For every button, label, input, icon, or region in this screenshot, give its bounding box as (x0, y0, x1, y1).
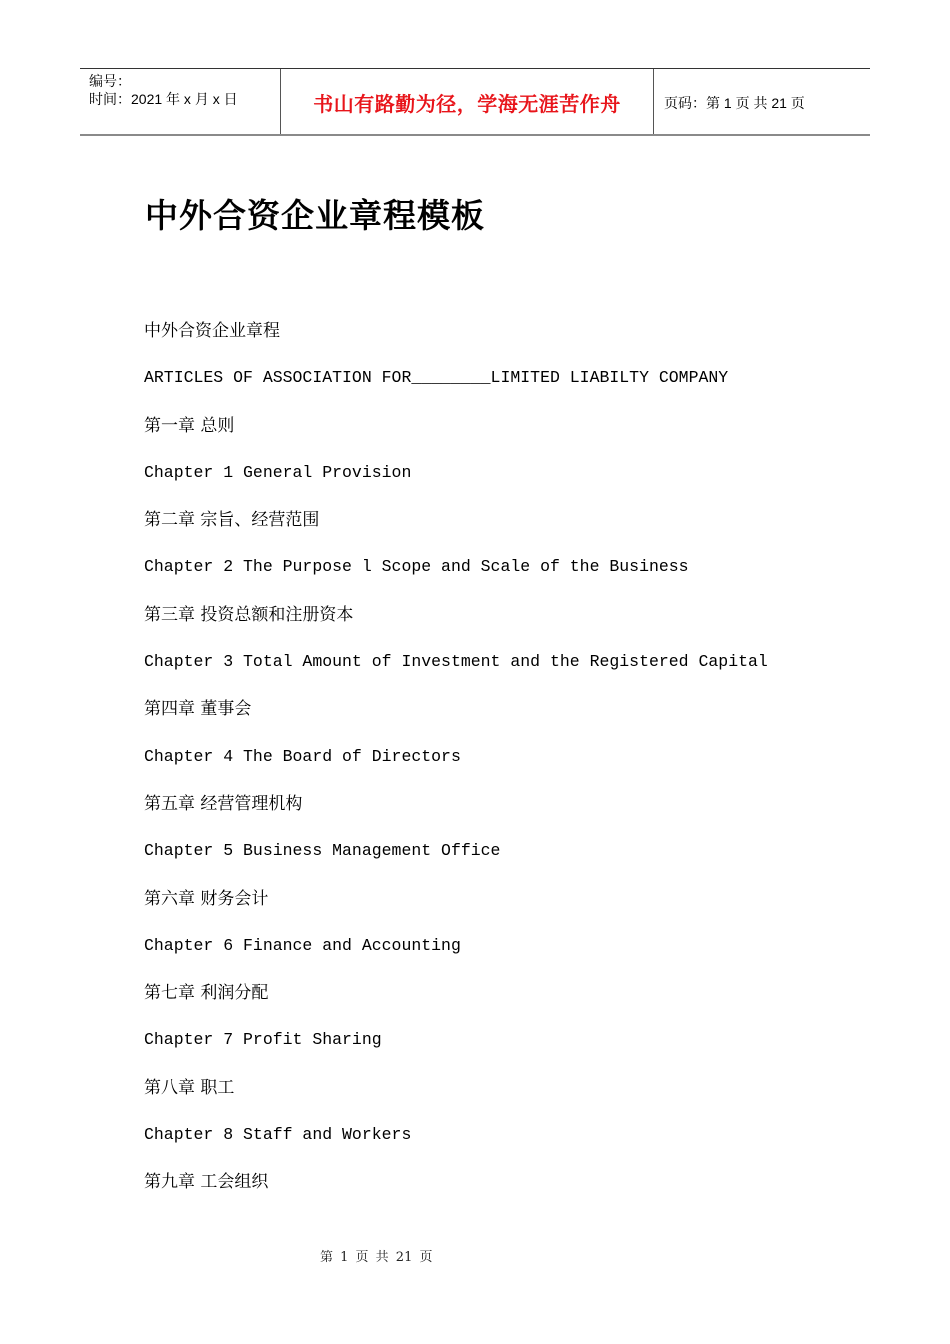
chapter-3-zh: 第三章 投资总额和注册资本 (144, 604, 354, 625)
chapter-9-zh: 第九章 工会组织 (144, 1172, 269, 1193)
chapter-3-en: Chapter 3 Total Amount of Investment and the Registered Capital (144, 652, 768, 672)
chapter-6-en: Chapter 6 Finance and Accounting (144, 935, 461, 955)
document-title: 中外合资企业章程模板 (145, 196, 485, 235)
page-footer-number: 第 1 页 共 21 页 (320, 1250, 433, 1265)
chapter-4-en: Chapter 4 The Board of Directors (144, 746, 461, 766)
chapter-1-en: Chapter 1 General Provision (144, 462, 412, 482)
chapter-7-zh: 第七章 利润分配 (144, 983, 269, 1004)
header-page-info: 页码：第 1 页 共 21 页 (664, 94, 805, 111)
document-date-label: 时间：2021 年 x 月 x 日 (89, 91, 238, 107)
chapter-2-en: Chapter 2 The Purpose l Scope and Scale of the Business (144, 557, 689, 577)
header-motto-cell (281, 69, 654, 134)
chapter-1-zh: 第一章 总则 (144, 415, 235, 436)
chapter-8-zh: 第八章 职工 (144, 1077, 235, 1098)
header-page-cell (654, 69, 870, 134)
page-header-table (80, 68, 870, 136)
chapter-5-en: Chapter 5 Business Management Office (144, 841, 501, 861)
chapter-8-en: Chapter 8 Staff and Workers (144, 1125, 412, 1145)
chapter-2-zh: 第二章 宗旨、经营范围 (144, 510, 320, 531)
body-line-subtitle-en: ARTICLES OF ASSOCIATION FOR________LIMITED LIABILTY COMPANY (144, 368, 729, 388)
header-motto: 书山有路勤为径，学海无涯苦作舟 (313, 92, 621, 116)
chapter-6-zh: 第六章 财务会计 (144, 888, 269, 909)
chapter-5-zh: 第五章 经营管理机构 (144, 793, 303, 814)
body-line-subtitle-zh: 中外合资企业章程 (144, 321, 280, 341)
header-meta-cell (80, 69, 281, 134)
document-number-label: 编号： (89, 73, 131, 89)
chapter-7-en: Chapter 7 Profit Sharing (144, 1030, 382, 1050)
document-body (144, 318, 844, 1217)
chapter-4-zh: 第四章 董事会 (144, 699, 252, 720)
